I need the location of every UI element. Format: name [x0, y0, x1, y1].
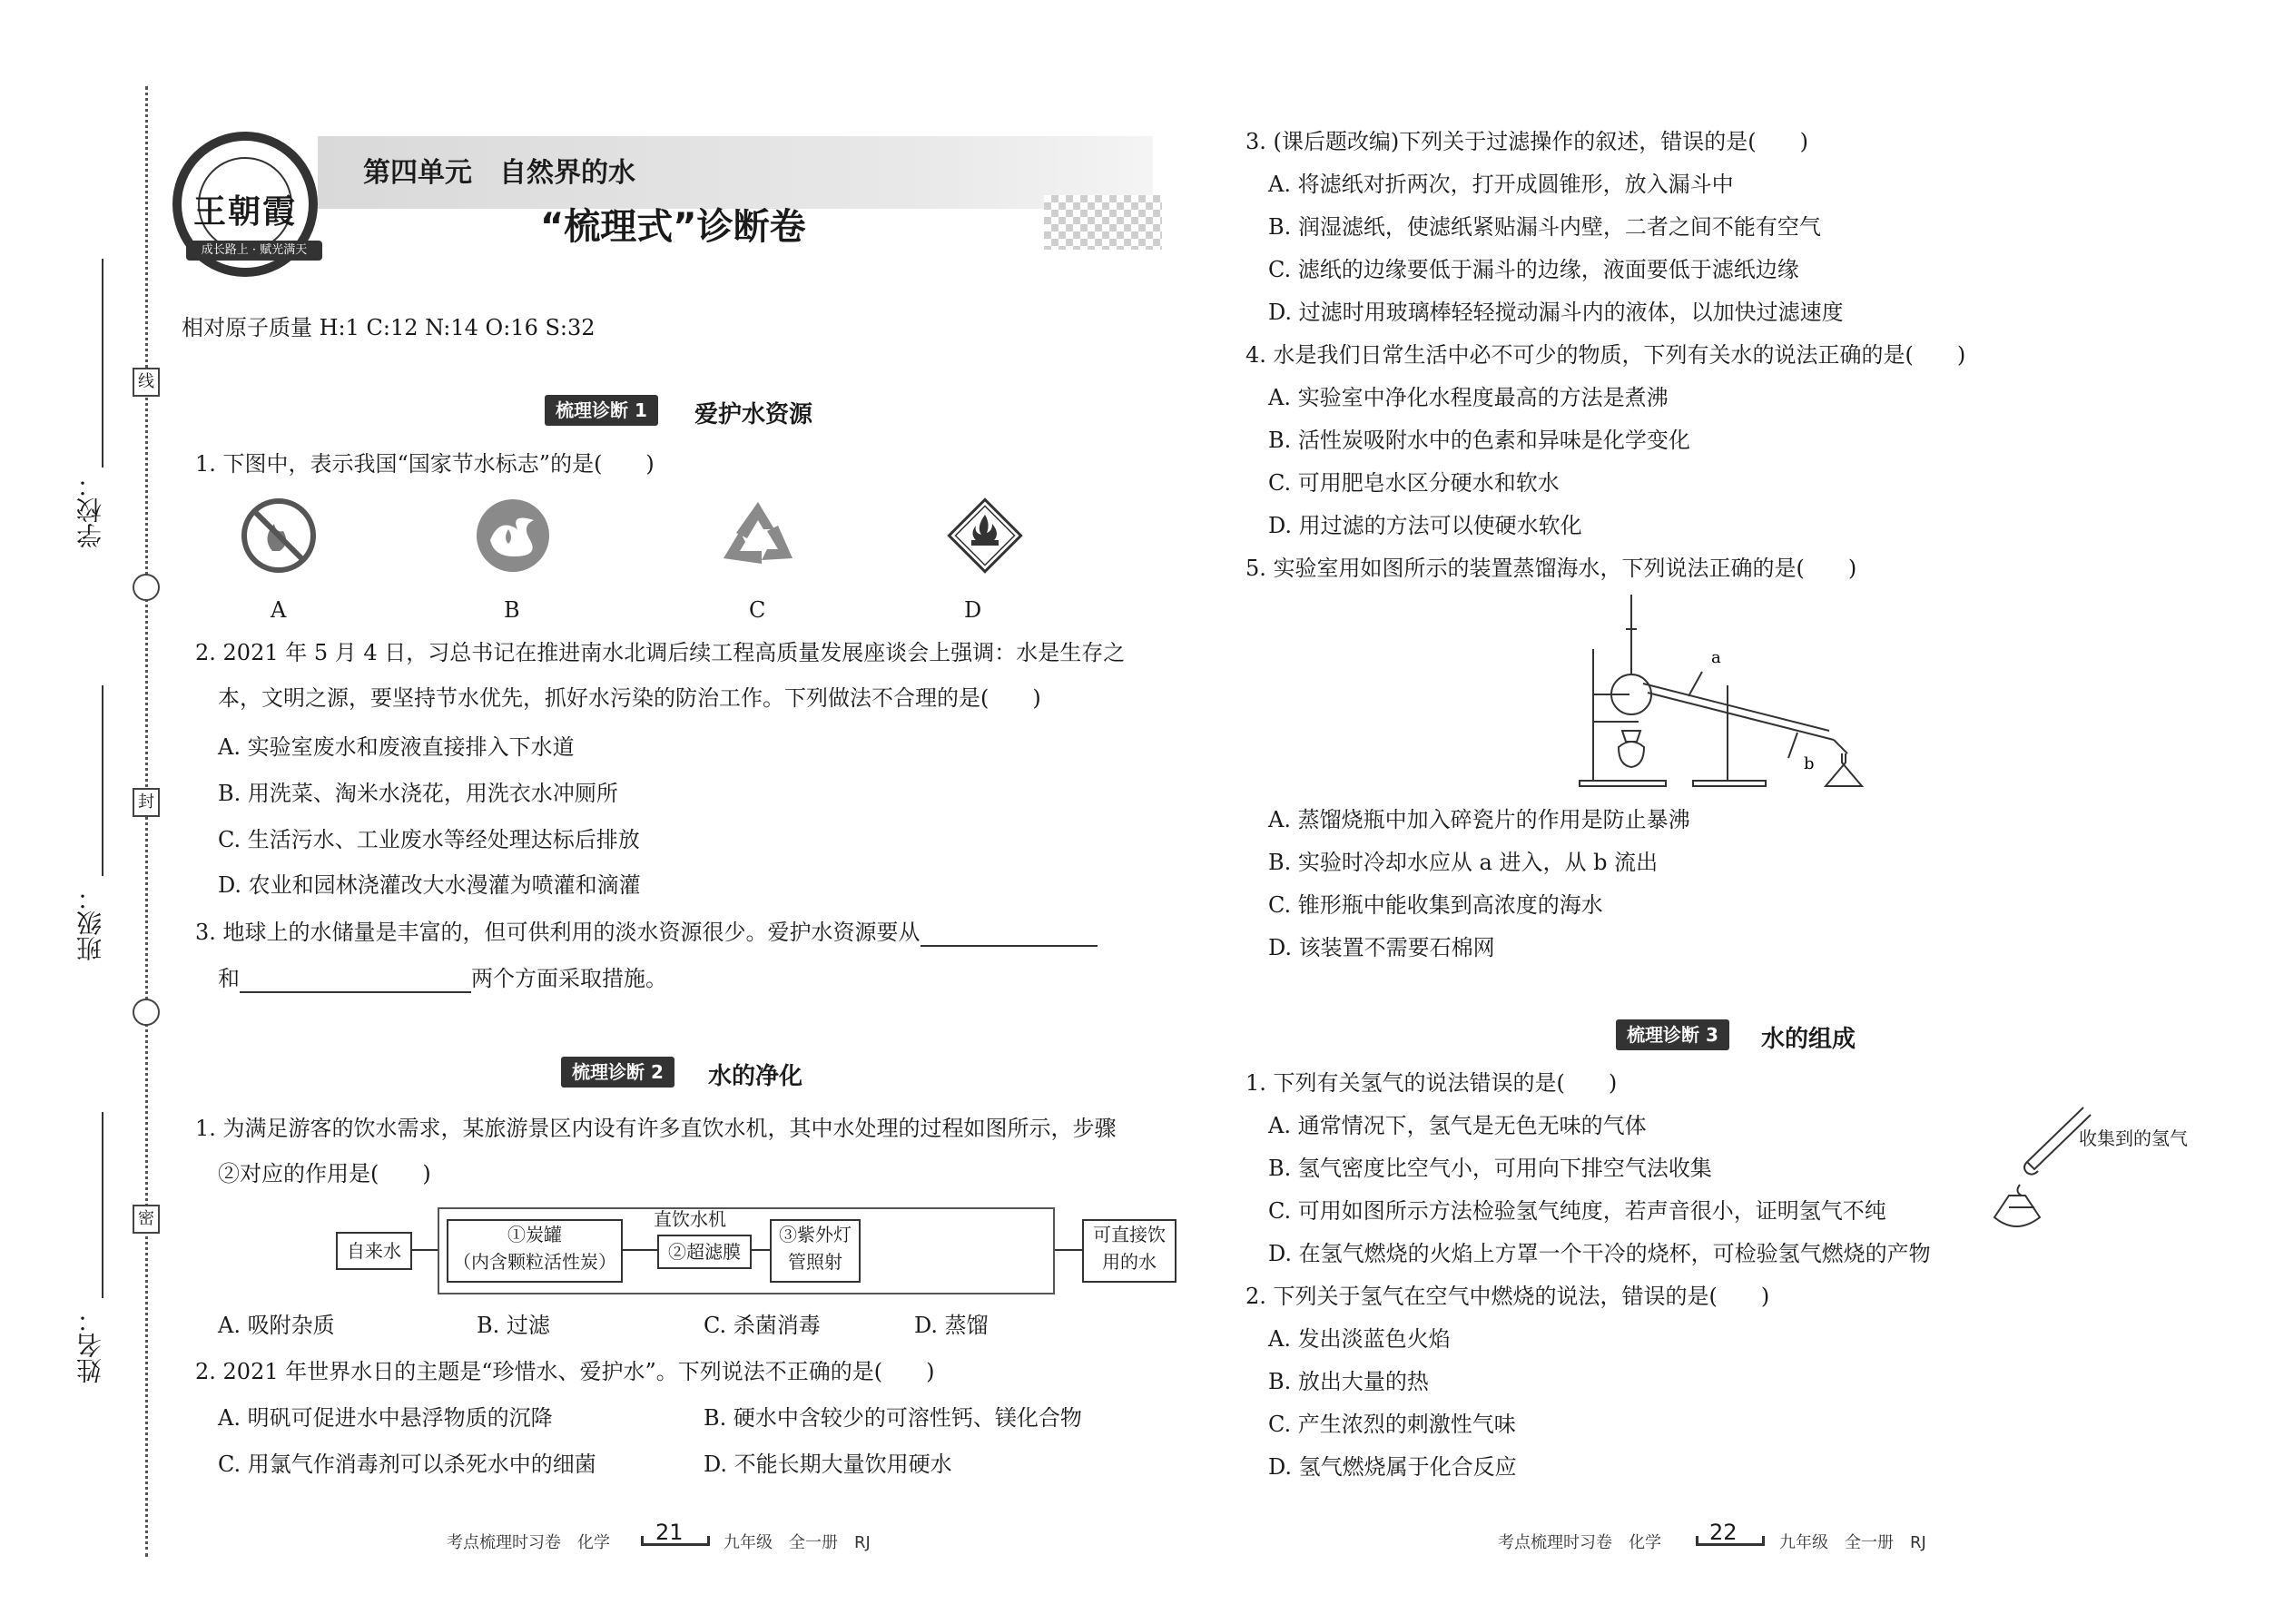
- option-label: A: [271, 597, 287, 623]
- section-title: 爱护水资源: [694, 401, 813, 428]
- name-fill-line: [102, 1112, 103, 1298]
- option: B. 用洗菜、淘米水浇花，用洗衣水冲厕所: [218, 781, 618, 806]
- section-title: 水的净化: [708, 1063, 803, 1090]
- atomic-masses: 相对原子质量 H:1 C:12 N:14 O:16 S:32: [182, 315, 596, 340]
- binding-circle: [133, 574, 160, 601]
- flow-arrow: [750, 1249, 770, 1251]
- binding-circle: [133, 999, 160, 1026]
- option: B. 过滤: [477, 1313, 550, 1338]
- water-saving-sign-icon: [472, 495, 554, 576]
- option: C. 杀菌消毒: [704, 1313, 821, 1338]
- option: D. 用过滤的方法可以使硬水软化: [1268, 513, 1582, 538]
- footer-left: 考点梳理时习卷 化学: [1498, 1533, 1661, 1552]
- section-badge: 梳理诊断 3: [1616, 1019, 1729, 1050]
- option: D. 农业和园林浇灌改大水漫灌为喷灌和滴灌: [218, 872, 641, 898]
- binding-mark-mi: 密: [133, 1205, 160, 1234]
- question: 3. (课后题改编)下列关于过滤操作的叙述，错误的是( ): [1245, 129, 1808, 154]
- figure-label: 收集到的氢气: [2079, 1127, 2188, 1149]
- option-label: D: [964, 597, 982, 623]
- option: A. 实验室废水和废液直接排入下水道: [218, 734, 575, 760]
- brand-ribbon: 成长路上 · 赋光满天: [186, 241, 322, 261]
- option: C. 用氯气作消毒剂可以杀死水中的细菌: [218, 1452, 596, 1477]
- option-label: B: [504, 597, 520, 623]
- option: A. 蒸馏烧瓶中加入碎瓷片的作用是防止暴沸: [1268, 807, 1690, 832]
- question: 1. 为满足游客的饮水需求，某旅游景区内设有许多直饮水机，其中水处理的过程如图所示，步骤: [195, 1116, 1117, 1141]
- section-title: 水的组成: [1761, 1026, 1856, 1053]
- option: B. 润湿滤纸，使滤纸紧贴漏斗内壁，二者之间不能有空气: [1268, 214, 1821, 240]
- option: B. 氢气密度比空气小，可用向下排空气法收集: [1268, 1156, 1712, 1181]
- answer-blank[interactable]: [921, 923, 1098, 947]
- question: 4. 水是我们日常生活中必不可少的物质，下列有关水的说法正确的是( ): [1245, 342, 1966, 368]
- binding-mark-xian: 线: [133, 368, 160, 397]
- flow-arrow: [1055, 1249, 1082, 1251]
- option: D. 该装置不需要石棉网: [1268, 935, 1495, 960]
- answer-blank[interactable]: [240, 969, 471, 993]
- option: A. 发出淡蓝色火焰: [1268, 1326, 1451, 1352]
- option: D. 氢气燃烧属于化合反应: [1268, 1454, 1517, 1480]
- hazard-sign-icon: [944, 495, 1026, 576]
- option: A. 吸附杂质: [218, 1313, 335, 1338]
- footer-right: 九年级 全一册 RJ: [1779, 1533, 1926, 1552]
- school-fill-line: [102, 259, 103, 468]
- class-label: 班级：: [75, 885, 105, 961]
- option: C. 可用如图所示方法检验氢气纯度，若声音很小，证明氢气不纯: [1268, 1198, 1886, 1224]
- option: C. 产生浓烈的刺激性气味: [1268, 1412, 1516, 1437]
- header-pattern: [1044, 195, 1162, 250]
- option: D. 不能长期大量饮用硬水: [704, 1452, 952, 1477]
- option: D. 在氢气燃烧的火焰上方罩一个干冷的烧杯，可检验氢气燃烧的产物: [1268, 1241, 1931, 1266]
- option: C. 生活污水、工业废水等经处理达标后排放: [218, 827, 640, 852]
- flow-arrow: [621, 1249, 657, 1251]
- option: A. 将滤纸对折两次，打开成圆锥形，放入漏斗中: [1268, 172, 1734, 197]
- option: D. 过滤时用玻璃棒轻轻搅动漏斗内的液体，以加快过滤速度: [1268, 300, 1844, 325]
- flow-drinkable-water: 可直接饮 用的水: [1082, 1219, 1177, 1283]
- label-a: a: [1711, 648, 1721, 667]
- option: A. 实验室中净化水程度最高的方法是煮沸: [1268, 385, 1669, 410]
- question: 和 两个方面采取措施。: [218, 966, 667, 991]
- question: 2. 2021 年 5 月 4 日，习总书记在推进南水北调后续工程高质量发展座谈会上强调：水是生存之: [195, 640, 1126, 665]
- question: 本，文明之源，要坚持节水优先，抓好水污染的防治工作。下列做法不合理的是( ): [218, 685, 1041, 711]
- flow-uv-lamp: ③紫外灯 管照射: [770, 1219, 861, 1283]
- option: A. 明矾可促进水中悬浮物质的沉降: [218, 1405, 553, 1431]
- flow-arrow: [410, 1249, 438, 1251]
- option: B. 活性炭吸附水中的色素和异味是化学变化: [1268, 428, 1690, 453]
- page-number: 22: [1709, 1520, 1738, 1545]
- school-label: 学校：: [75, 472, 105, 548]
- option: C. 锥形瓶中能收集到高浓度的海水: [1268, 892, 1603, 918]
- question: 1. 下列有关氢气的说法错误的是( ): [1245, 1070, 1618, 1096]
- option: D. 蒸馏: [914, 1313, 989, 1338]
- option: C. 可用肥皂水区分硬水和软水: [1268, 470, 1560, 496]
- option: B. 实验时冷却水应从 a 进入，从 b 流出: [1268, 850, 1659, 875]
- unit-title: 第四单元 自然界的水: [363, 157, 635, 189]
- binding-mark-feng: 封: [133, 788, 160, 817]
- footer-right: 九年级 全一册 RJ: [724, 1533, 871, 1552]
- option: A. 通常情况下，氢气是无色无味的气体: [1268, 1113, 1647, 1138]
- option: B. 硬水中含较少的可溶性钙、镁化合物: [704, 1405, 1082, 1431]
- hydrogen-test-tube-figure: [1993, 1103, 2092, 1239]
- name-label: 姓名：: [75, 1307, 105, 1383]
- brand-name: 王朝霞: [192, 192, 297, 231]
- question: ②对应的作用是( ): [218, 1161, 431, 1186]
- flow-carbon-tank: ①炭罐 （内含颗粒活性炭）: [447, 1219, 623, 1283]
- label-b: b: [1804, 754, 1815, 773]
- recycling-sign-icon: [713, 495, 803, 576]
- question: 2. 下列关于氢气在空气中燃烧的说法，错误的是( ): [1245, 1284, 1770, 1309]
- option: C. 滤纸的边缘要低于漏斗的边缘，液面要低于滤纸边缘: [1268, 257, 1799, 282]
- section-badge: 梳理诊断 1: [545, 395, 658, 426]
- question: 1. 下图中，表示我国“国家节水标志”的是( ): [195, 451, 655, 477]
- flow-tap-water: 自来水: [336, 1232, 412, 1270]
- distillation-apparatus: [1575, 595, 1884, 790]
- class-fill-line: [102, 685, 103, 876]
- section-badge: 梳理诊断 2: [561, 1057, 674, 1088]
- question: 5. 实验室用如图所示的装置蒸馏海水，下列说法正确的是( ): [1245, 556, 1857, 581]
- question: 3. 地球上的水储量是丰富的，但可供利用的淡水资源很少。爱护水资源要从: [195, 918, 1098, 947]
- option-label: C: [749, 597, 766, 623]
- question: 2. 2021 年世界水日的主题是“珍惜水、爱护水”。下列说法不正确的是( ): [195, 1359, 935, 1384]
- flow-machine-label: 直饮水机: [654, 1208, 726, 1230]
- page-title: “梳理式”诊断卷: [540, 206, 806, 248]
- option: B. 放出大量的热: [1268, 1369, 1429, 1394]
- page-number: 21: [655, 1520, 684, 1545]
- footer-left: 考点梳理时习卷 化学: [447, 1533, 610, 1552]
- no-fire-sign-icon: [238, 495, 320, 576]
- flow-ultrafiltration: ②超滤膜: [657, 1235, 752, 1269]
- binding-dotted-line: [145, 86, 148, 1557]
